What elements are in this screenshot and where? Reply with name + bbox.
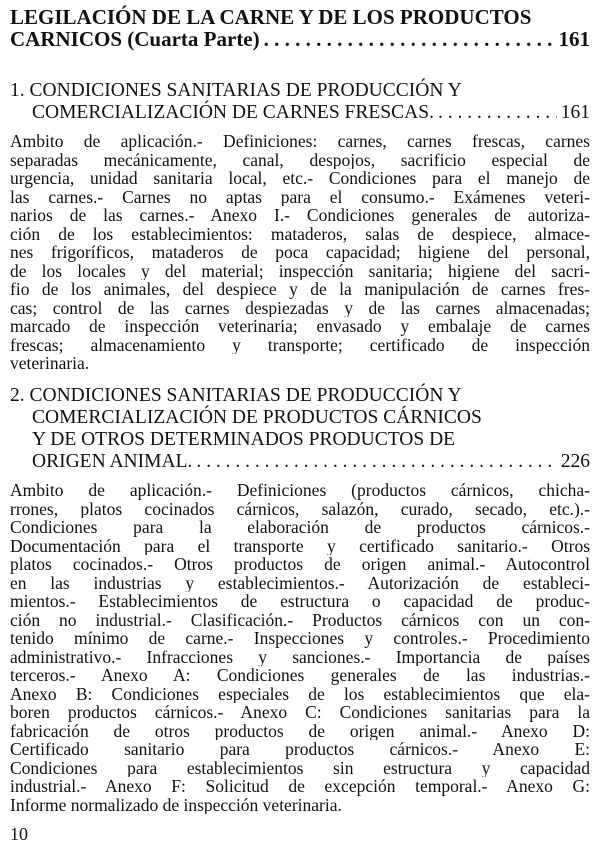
summary-line: urgencia, unidad sanitaria local, etc.- Condiciones para el manejo de xyxy=(10,169,590,188)
summary-line: Anexo B: Condiciones especiales de los establecimientos que ela- xyxy=(10,684,590,703)
summary-line: cas; control de las carnes despiezadas y de las carnes almacenadas; xyxy=(10,298,590,317)
summary-line: nes frigoríficos, mataderos de poca capacidad; higiene del personal, xyxy=(10,243,590,262)
heading-line-with-page xyxy=(10,451,590,473)
page-ref: 161 xyxy=(558,27,590,51)
page-ref: 226 xyxy=(560,451,590,472)
dot-leader xyxy=(196,451,556,473)
summary-line: rrones, platos cocinados cárnicos, salazón, curado, secado, etc.).- xyxy=(10,499,590,518)
section-2-heading[interactable] xyxy=(10,385,590,473)
summary-line: administrativo.- Infracciones y sanciones.- Importancia de países xyxy=(10,647,590,666)
summary-line: veterinaria. xyxy=(10,354,90,373)
dot-leader xyxy=(438,102,557,124)
summary-line: industrial.- Anexo F: Solicitud de excepción temporal.- Anexo G: xyxy=(10,777,590,796)
heading-line: Y DE OTROS DETERMINADOS PRODUCTOS DE xyxy=(32,429,456,450)
summary-line: Condiciones para establecimientos sin estructura y capacidad xyxy=(10,758,590,777)
summary-line: separadas mecánicamente, canal, despojos, sacrificio especial de xyxy=(10,150,590,169)
summary-line: de los locales y del material; inspección sanitaria; higiene del sacri- xyxy=(10,261,590,280)
summary-line: mientos.- Establecimientos de estructura o capacidad de produc- xyxy=(10,592,590,611)
summary-line: Certificado sanitario para productos cárnicos.- Anexo E: xyxy=(10,740,590,759)
toc-title-line: CARNICOS (Cuarta Parte) xyxy=(10,27,260,51)
heading-line: COMERCIALIZACIÓN DE CARNES FRESCAS. xyxy=(32,102,434,123)
summary-line: terceros.- Anexo A: Condiciones generales de las industrias.- xyxy=(10,666,590,685)
summary-line: marcado de inspección veterinaria; envasado y embalaje de carnes xyxy=(10,317,590,336)
heading-line: ORIGEN ANIMAL. xyxy=(32,451,193,472)
summary-line: fio de los animales, del despiece y de la manipulación de carnes fres- xyxy=(10,280,590,299)
section-2-summary xyxy=(10,481,590,814)
summary-line: Ambito de aplicación.- Definiciones (productos cárnicos, chicha- xyxy=(10,481,590,500)
summary-line: narios de las carnes.- Anexo I.- Condiciones generales de autoriza- xyxy=(10,206,590,225)
heading-line: 1. CONDICIONES SANITARIAS DE PRODUCCIÓN Y xyxy=(10,80,462,101)
dot-leader xyxy=(264,28,555,50)
summary-line: fabricación de otros productos de origen animal.- Anexo D: xyxy=(10,721,590,740)
page-ref: 161 xyxy=(560,102,590,123)
summary-line: ción no industrial.- Clasificación.- Productos cárnicos con un con- xyxy=(10,610,590,629)
summary-line: en las industrias y establecimientos.- Autorización de estableci- xyxy=(10,573,590,592)
heading-line-with-page xyxy=(10,102,590,124)
summary-line: Ambito de aplicación.- Definiciones: carnes, carnes frescas, carnes xyxy=(10,132,590,151)
summary-line: Condiciones para la elaboración de productos cárnicos.- xyxy=(10,518,590,537)
heading-line: COMERCIALIZACIÓN DE PRODUCTOS CÁRNICOS xyxy=(32,407,482,428)
summary-line: las carnes.- Carnes no aptas para el consumo.- Exámenes veteri- xyxy=(10,187,590,206)
summary-line: platos cocinados.- Otros productos de origen animal.- Autocontrol xyxy=(10,555,590,574)
summary-line: Informe normalizado de inspección veterinaria. xyxy=(10,795,342,814)
section-1-heading[interactable] xyxy=(10,80,590,124)
heading-line: 2. CONDICIONES SANITARIAS DE PRODUCCIÓN Y xyxy=(10,385,462,406)
summary-line: tenido mínimo de carne.- Inspecciones y controles.- Procedimiento xyxy=(10,629,590,648)
summary-line: frescas; almacenamiento y transporte; certificado de inspección xyxy=(10,335,590,354)
section-1-summary xyxy=(10,132,590,373)
summary-line: boren productos cárnicos.- Anexo C: Condiciones sanitarias para la xyxy=(10,703,590,722)
toc-title-entry[interactable] xyxy=(10,28,590,50)
toc-title xyxy=(10,6,590,50)
summary-line: ción de los establecimientos: mataderos, salas de despiece, almace- xyxy=(10,224,590,243)
page-number: 10 xyxy=(10,824,28,844)
summary-line: Documentación para el transporte y certificado sanitario.- Otros xyxy=(10,536,590,555)
toc-title-line: LEGILACIÓN DE LA CARNE Y DE LOS PRODUCTOS xyxy=(10,5,532,29)
